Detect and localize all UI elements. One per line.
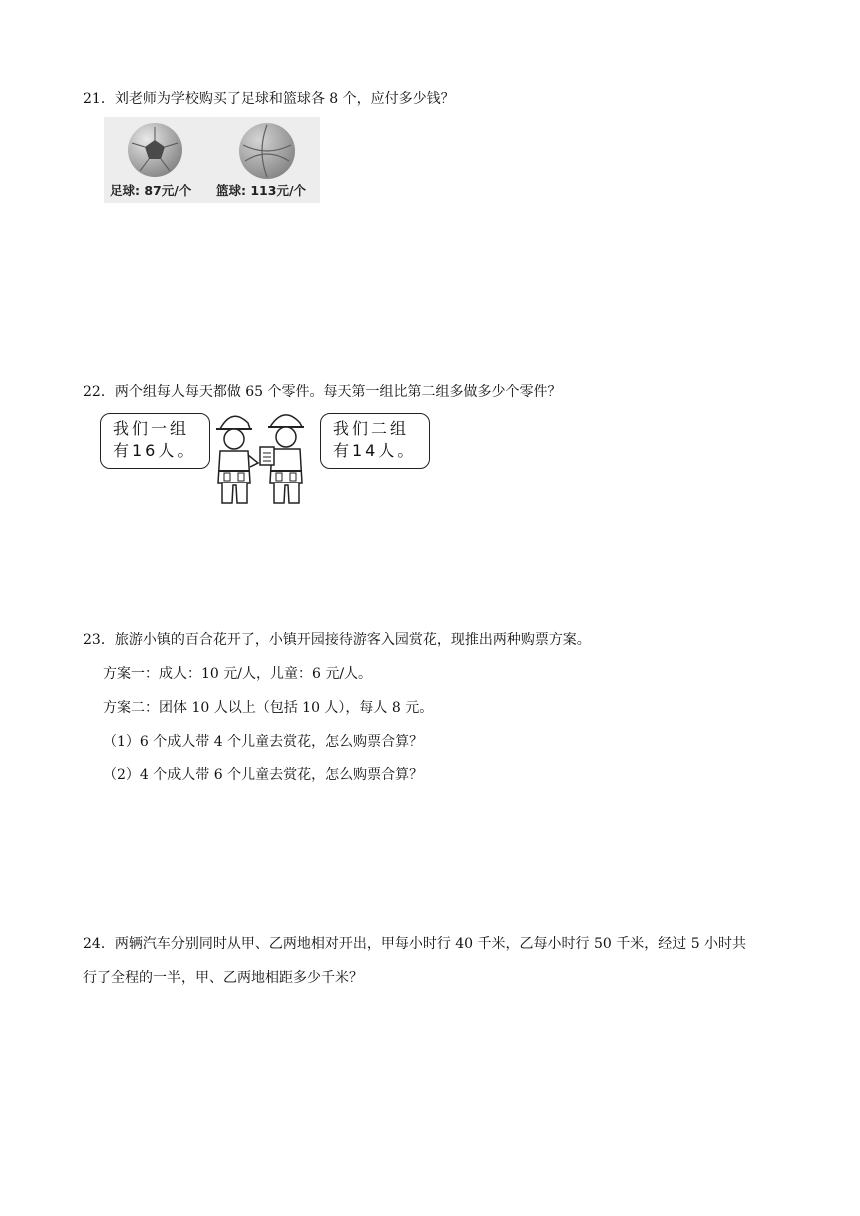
basketball-price-label: 篮球: 113元/个 [216, 183, 307, 198]
workers-figure [100, 405, 440, 511]
question-23-text: 23．旅游小镇的百合花开了，小镇开园接待游客入园赏花，现推出两种购票方案。 [83, 632, 591, 648]
bubble-right-line1: 我们二组 [333, 419, 410, 438]
plan-two-text: 方案二：团体 10 人以上（包括 10 人），每人 8 元。 [103, 700, 434, 716]
speech-bubble-group-one [100, 413, 210, 469]
question-24-line2: 行了全程的一半，甲、乙两地相距多少千米？ [83, 970, 363, 986]
question-22-text: 22．两个组每人每天都做 65 个零件。每天第一组比第二组多做多少个零件？ [83, 384, 562, 400]
sub-question-2: （2）4 个成人带 6 个儿童去赏花，怎么购票合算？ [103, 767, 424, 783]
basketball-icon [239, 123, 295, 179]
question-21-text: 21．刘老师为学校购买了足球和篮球各 8 个，应付多少钱？ [83, 91, 455, 107]
sub-question-1: （1）6 个成人带 4 个儿童去赏花，怎么购票合算？ [103, 734, 424, 750]
bubble-left-line1: 我们一组 [113, 419, 190, 438]
bubble-left-line2: 有16人。 [113, 441, 197, 460]
workers-illustration-icon [206, 405, 318, 511]
soccer-price-label: 足球: 87元/个 [110, 183, 192, 198]
plan-one-text: 方案一：成人：10 元/人，儿童：6 元/人。 [103, 666, 373, 682]
balls-figure [104, 117, 320, 203]
bubble-right-line2: 有14人。 [333, 441, 417, 460]
soccer-ball-icon [128, 123, 182, 177]
question-24-line1: 24．两辆汽车分别同时从甲、乙两地相对开出，甲每小时行 40 千米，乙每小时行 50 千米，经过 5 小时共 [83, 936, 747, 952]
speech-bubble-group-two [320, 413, 430, 469]
